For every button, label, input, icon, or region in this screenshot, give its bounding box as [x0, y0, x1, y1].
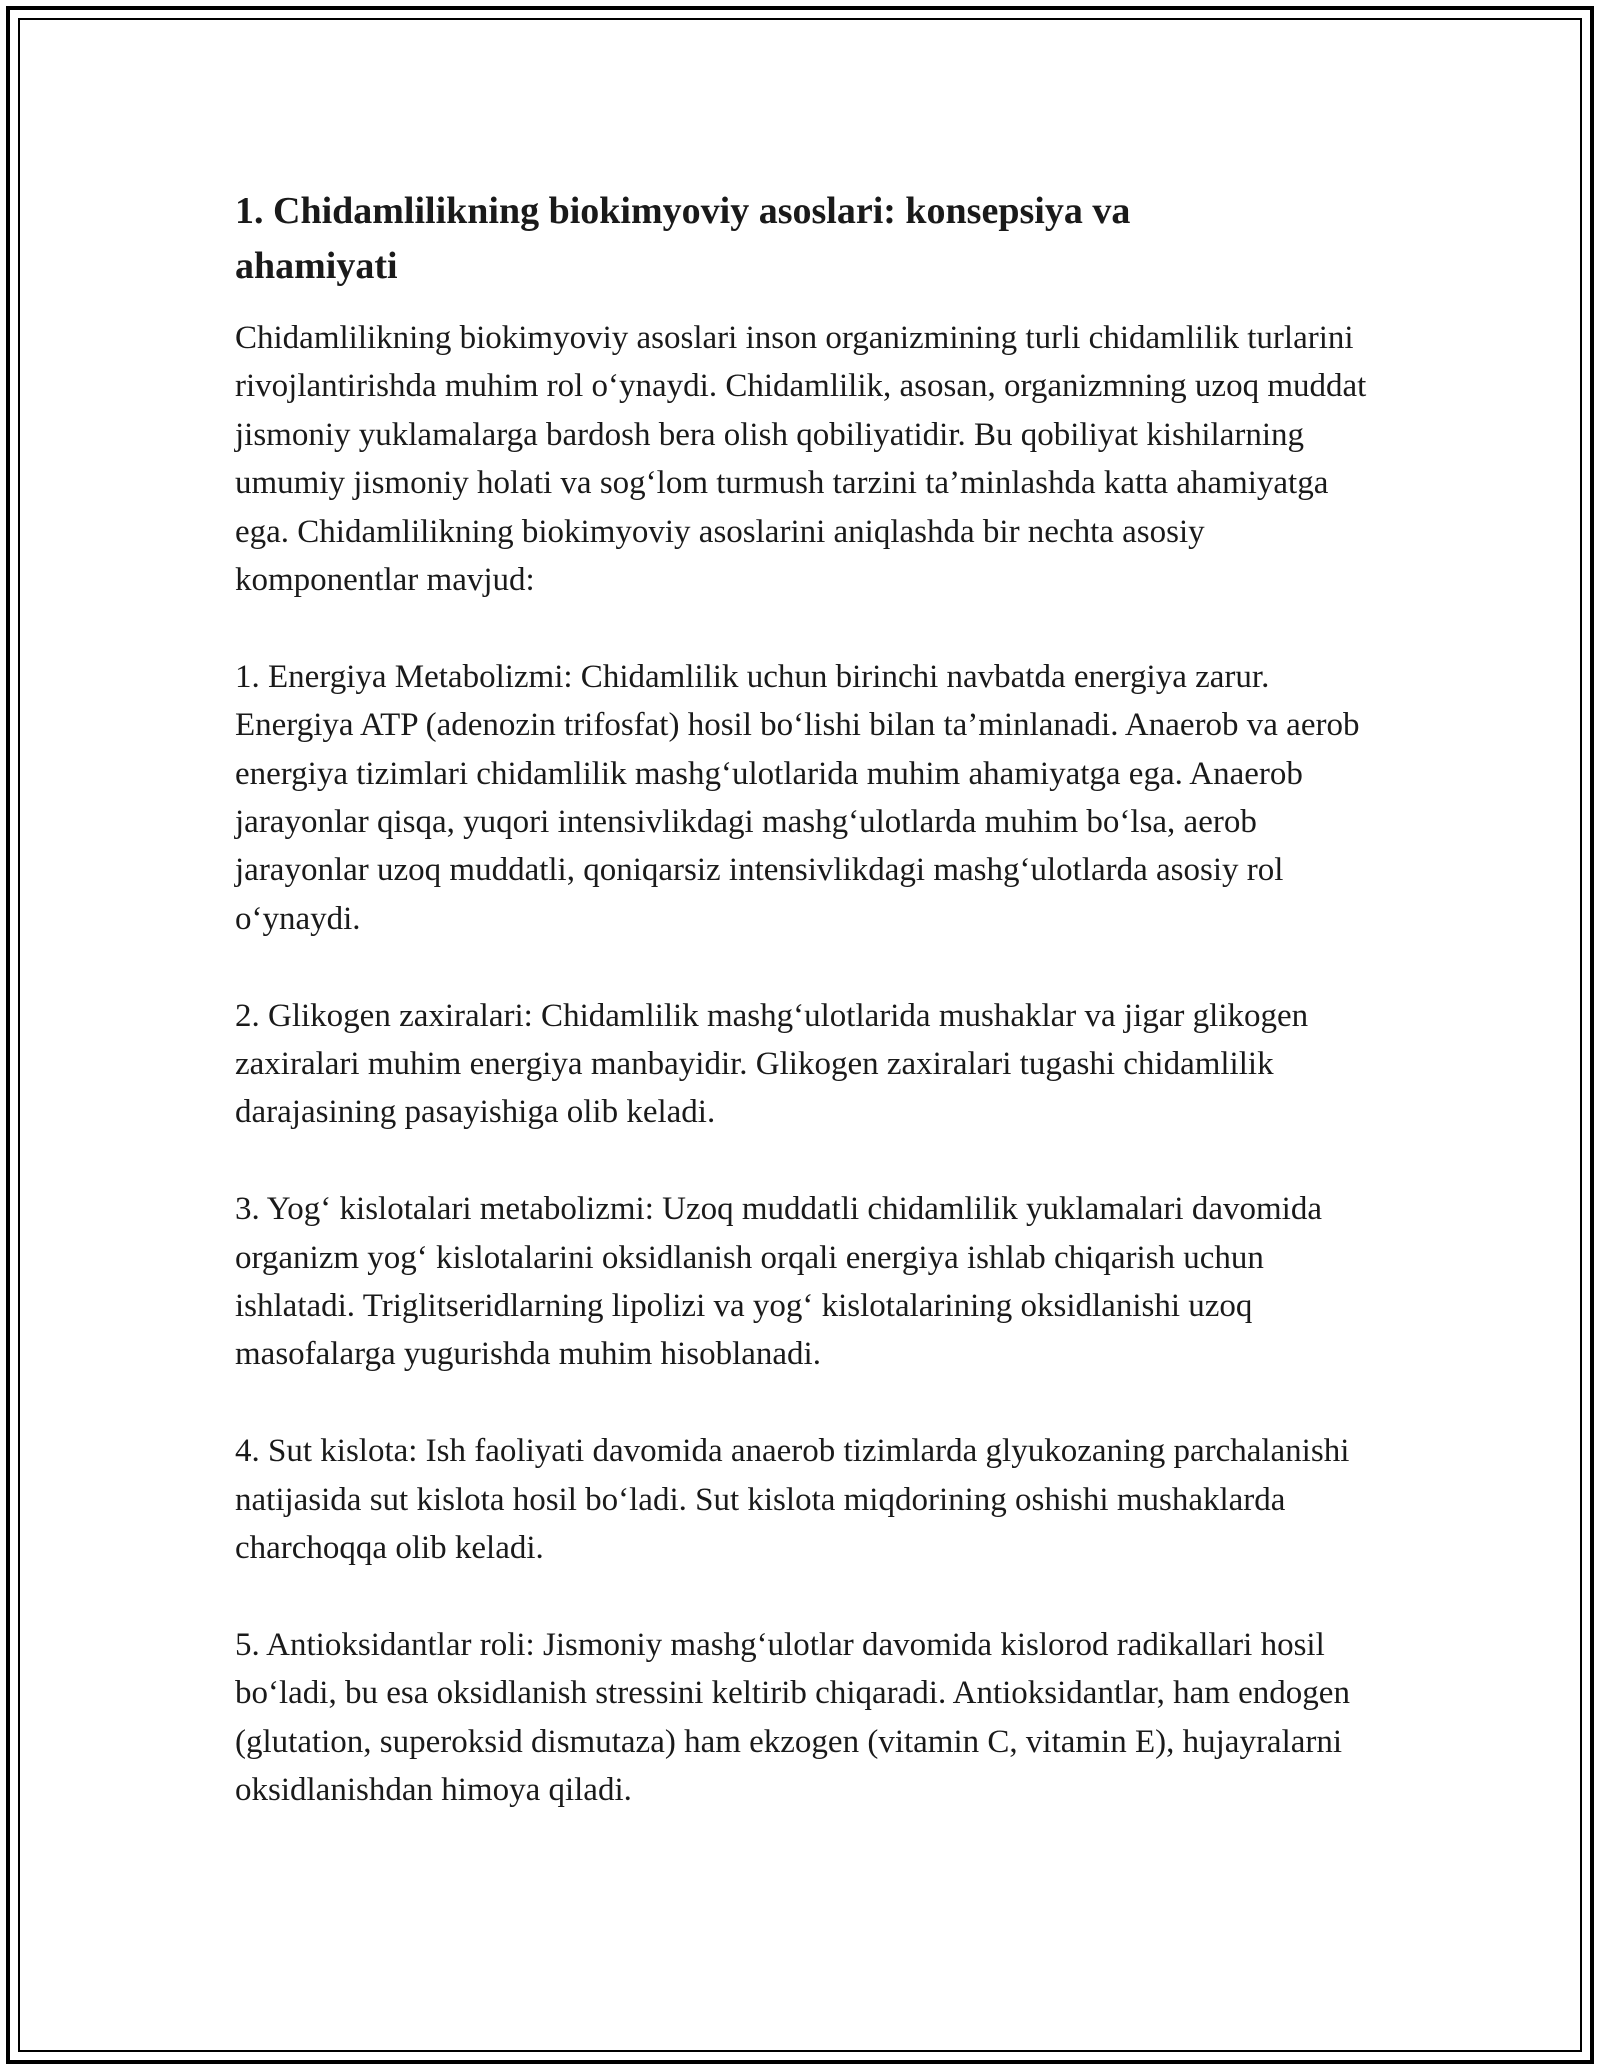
intro-paragraph: Chidamlilikning biokimyoviy asoslari inson organizmining turli chidamlilik turlarini rivojlantirishda muhim rol o‘ynaydi. Chidamlilik, asosan, organizmning uzoq muddat jismoniy yuklamalarga bardosh bera olish qobiliyatidir. Bu qobiliyat kishilarning umumiy jismoniy holati va sog‘lom turmush tarzini ta’minlashda katta ahamiyatga ega. Chidamlilikning biokimyoviy asoslarini aniqlashda bir nechta asosiy komponentlar mavjud:: [235, 320, 1367, 599]
document-title: 1. Chidamlilikning biokimyoviy asoslari: konsepsiya va ahamiyati: [235, 190, 1131, 287]
glycogen-paragraph: 2. Glikogen zaxiralari: Chidamlilik mashg‘ulotlarida mushaklar va jigar glikogen zaxiralari muhim energiya manbayidir. Glikogen zaxiralari tugashi chidamlilik darajasining pasayishiga olib keladi.: [235, 997, 1309, 1131]
antioxidants-paragraph: 5. Antioksidantlar roli: Jismoniy mashg‘ulotlar davomida kislorod radikallari hosil bo‘ladi, bu esa oksidlanish stressini keltirib chiqaradi. Antioksidantlar, ham endogen (glutation, superoksid dismutaza) ham ekzogen (vitamin C, vitamin E), hujayralarni oksidlanishdan himoya qiladi.: [235, 1626, 1350, 1809]
energy-metabolism-paragraph: 1. Energiya Metabolizmi: Chidamlilik uchun birinchi navbatda energiya zarur. Energiya ATP (adenozin trifosfat) hosil bo‘lishi bilan ta’minlanadi. Anaerob va aerob energiya tizimlari chidamlilik mashg‘ulotlarida muhim ahamiyatga ega. Anaerob jarayonlar qisqa, yuqori intensivlikdagi mashg‘ulotlarda muhim bo‘lsa, aerob jarayonlar uzoq muddatli, qoniqarsiz intensivlikdagi mashg‘ulotlarda asosiy rol o‘ynaydi.: [235, 658, 1360, 937]
document-body: [235, 184, 1385, 1863]
lactic-acid-paragraph: 4. Sut kislota: Ish faoliyati davomida anaerob tizimlarda glyukozaning parchalanishi natijasida sut kislota hosil bo‘ladi. Sut kislota miqdorining oshishi mushaklarda charchoqqa olib keladi.: [235, 1433, 1350, 1567]
fatty-acid-paragraph: 3. Yog‘ kislotalari metabolizmi: Uzoq muddatli chidamlilik yuklamalari davomida organizm yog‘ kislotalarini oksidlanish orqali energiya ishlab chiqarish uchun ishlatadi. Triglitseridlarning lipolizi va yog‘ kislotalarining oksidlanishi uzoq masofalarga yugurishda muhim hisoblanadi.: [235, 1191, 1322, 1373]
